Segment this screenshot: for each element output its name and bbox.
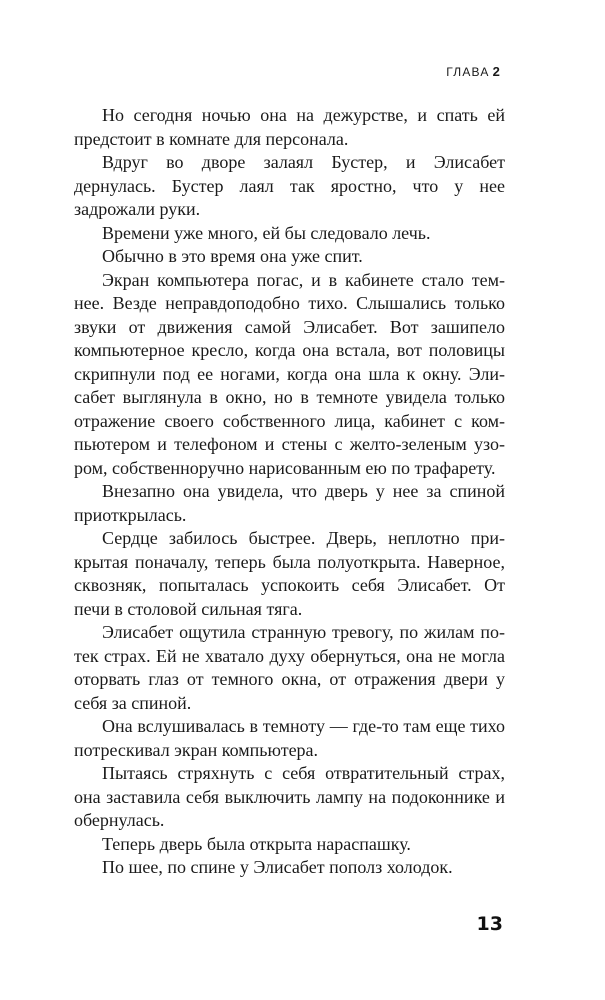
chapter-number: 2: [492, 64, 501, 79]
paragraph: Обычно в это время она уже спит.: [102, 246, 363, 266]
paragraph: Экран компьютера погас, и в кабинете стало темнее. Везде неправдоподобно тихо. Слышались только звуки от движения самой Элисабет. Вот зашипело компьютерное кресло, когда она встала, вот половицы скрипнули под ее ногами, когда она шла к окну. Элисабет выглянула в окно, но в темноте увидела только отражение своего собственного лица, кабинет с компьютером и телефоном и стены с желто-зеленым узором, собственноручно нарисованным ею по трафарету.: [74, 269, 505, 478]
body-text: [74, 104, 505, 880]
page-number: 13: [476, 913, 503, 935]
paragraph: Пытаясь стряхнуть с себя отвратительный страх, она заставила себя выключить лампу на подоконнике и обернулась.: [74, 763, 505, 830]
paragraph: Сердце забилось быстрее. Дверь, неплотно прикрытая поначалу, теперь была полуоткрыта. Наверное, сквозняк, попыталась успокоить себя Элисабет. От печи в столовой сильная тяга.: [74, 528, 505, 619]
paragraph: Внезапно она увидела, что дверь у нее за спиной приоткрылась.: [74, 481, 505, 525]
paragraph: По шее, по спине у Элисабет пополз холодок.: [102, 857, 453, 877]
running-head: [446, 64, 501, 79]
paragraph: Вдруг во дворе залаял Бустер, и Элисабет дернулась. Бустер лаял так яростно, что у нее задрожали руки.: [74, 152, 505, 219]
paragraph: Но сегодня ночью она на дежурстве, и спать ей предстоит в комнате для персонала.: [74, 105, 505, 149]
chapter-label: ГЛАВА: [446, 65, 490, 79]
paragraph: Элисабет ощутила странную тревогу, по жилам потек страх. Ей не хватало духу обернуться, она не могла оторвать глаз от темного окна, от отражения двери у себя за спиной.: [74, 622, 505, 713]
paragraph: Времени уже много, ей бы следовало лечь.: [102, 222, 431, 243]
paragraph: Теперь дверь была открыта нараспашку.: [102, 833, 411, 854]
paragraph: Она вслушивалась в темноту — где-то там еще тихо потрескивал экран компьютера.: [74, 716, 505, 760]
